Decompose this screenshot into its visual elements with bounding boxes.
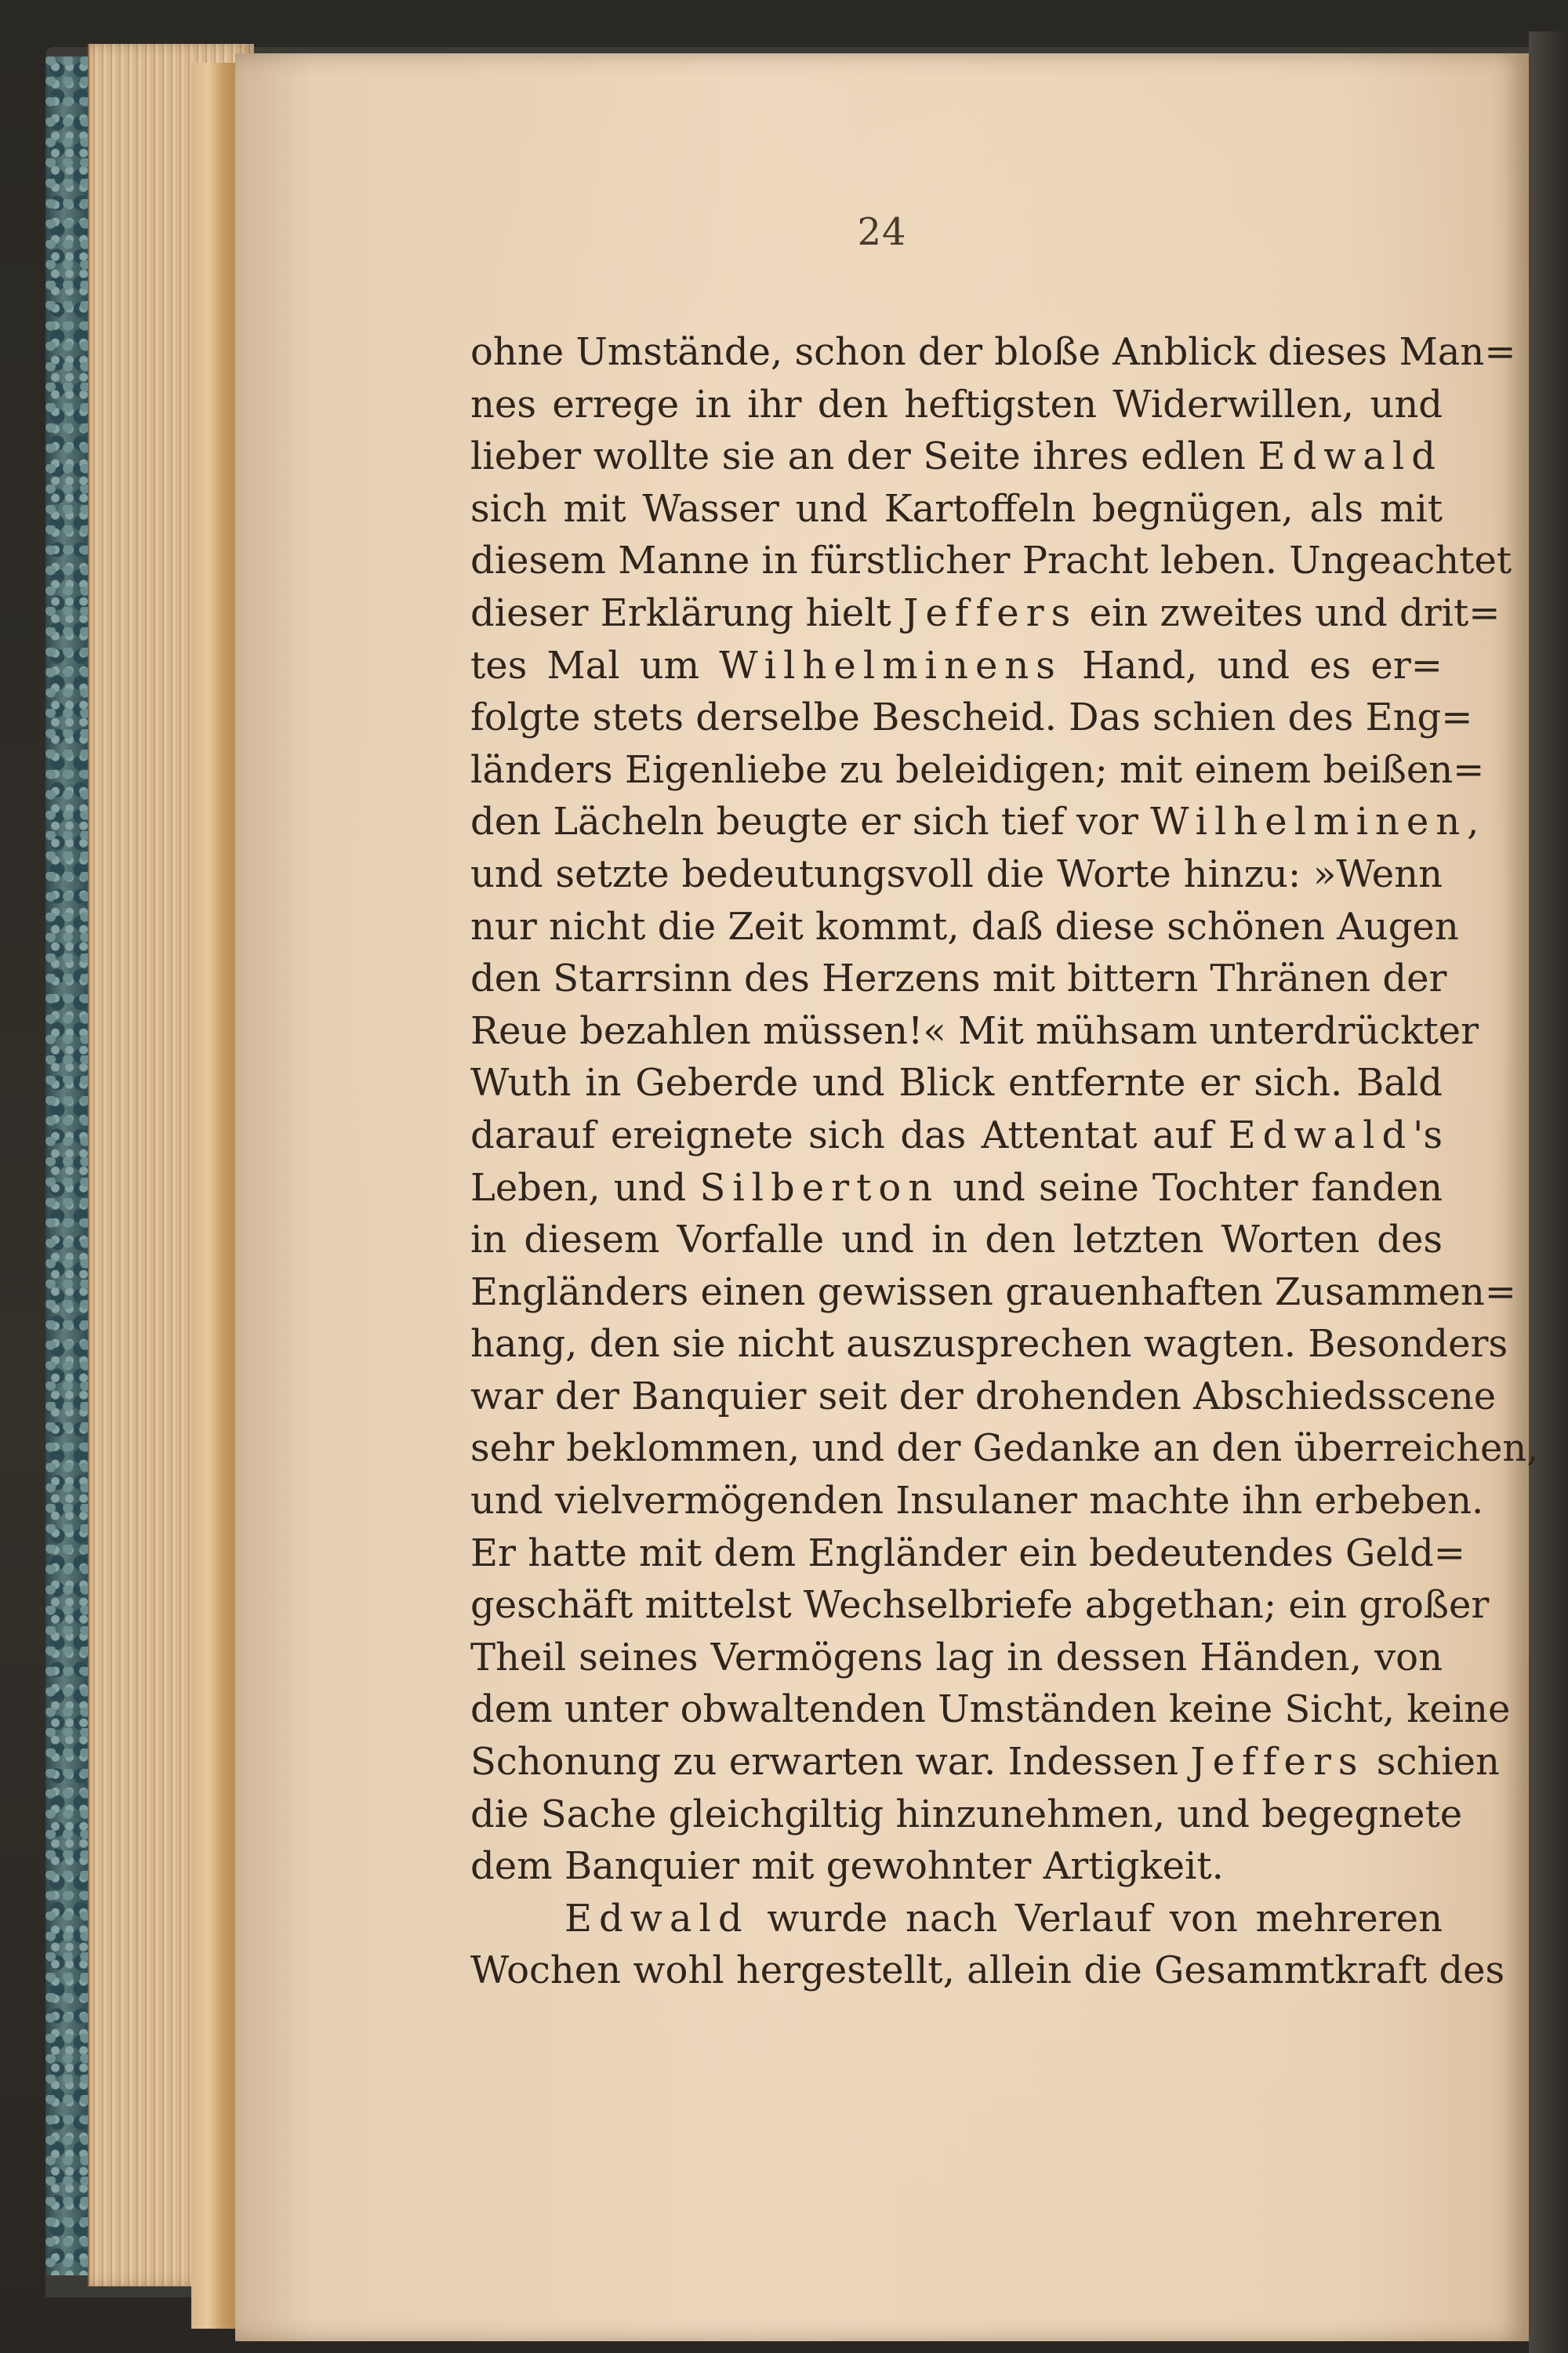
text-line: länders Eigenliebe zu beleidigen; mit einem beißen= — [470, 747, 1485, 792]
text-line: und setzte bedeutungsvoll die Worte hinzu: »Wenn — [470, 852, 1443, 896]
spaced-name: Wilhelminen — [1150, 800, 1468, 844]
text-line: Schonung zu erwarten war. Indessen Jeffers schien — [470, 1740, 1500, 1785]
text-line: diesem Manne in fürstlicher Pracht leben. Ungeachtet — [470, 539, 1512, 583]
text-line: lieber wollte sie an der Seite ihres edlen Edwald — [470, 434, 1443, 479]
text-line: in diesem Vorfalle und in den letzten Worten des — [470, 1218, 1443, 1262]
spaced-name: Jeffers — [903, 590, 1078, 635]
spaced-name: Silberton — [699, 1165, 940, 1210]
text-line: Theil seines Vermögens lag in dessen Händen, von — [470, 1635, 1443, 1679]
text-line: nes errege in ihr den heftigsten Widerwillen, und — [470, 382, 1443, 427]
text-line: dieser Erklärung hielt Jeffers ein zweites und drit= — [470, 590, 1501, 635]
text-line: Wuth in Geberde und Blick entfernte er sich. Bald — [470, 1061, 1443, 1106]
text-line: geschäft mittelst Wechselbriefe abgethan; ein großer — [470, 1583, 1490, 1628]
marbled-cover-edge — [45, 56, 93, 2275]
text-line: ohne Umstände, schon der bloße Anblick dieses Man= — [470, 330, 1516, 374]
text-line: Edwald wurde nach Verlauf von mehreren — [564, 1896, 1443, 1941]
text-line: Reue bezahlen müssen!« Mit mühsam unterdrückter — [470, 1008, 1479, 1053]
text-line: Wochen wohl hergestellt, allein die Gesammtkraft des — [470, 1948, 1505, 1993]
book-page — [235, 53, 1539, 2341]
spaced-name: Edwald — [1228, 1113, 1414, 1157]
text-line: Engländers einen gewissen grauenhaften Zusammen= — [470, 1269, 1516, 1314]
body-text — [470, 326, 1539, 1997]
text-line: und vielvermögenden Insulaner machte ihn erbeben. — [470, 1479, 1484, 1523]
text-line: folgte stets derselbe Bescheid. Das schien des Eng= — [470, 695, 1473, 740]
text-line: dem unter obwaltenden Umständen keine Sicht, keine — [470, 1687, 1511, 1732]
spaced-name: Edwald — [1258, 434, 1443, 479]
text-line: darauf ereignete sich das Attentat auf Edwald's — [470, 1113, 1443, 1157]
text-line: sehr beklommen, und der Gedanke an den überreichen, — [470, 1426, 1539, 1471]
text-line: nur nicht die Zeit kommt, daß diese schönen Augen — [470, 904, 1459, 949]
text-line: tes Mal um Wilhelminens Hand, und es er= — [470, 643, 1443, 688]
text-line: den Lächeln beugte er sich tief vor Wilhelminen, — [470, 800, 1479, 844]
text-line: Er hatte mit dem Engländer ein bedeutendes Geld= — [470, 1531, 1466, 1575]
text-line: sich mit Wasser und Kartoffeln begnügen, als mit — [470, 486, 1443, 531]
spaced-name: Edwald — [564, 1896, 750, 1941]
text-line: den Starrsinn des Herzens mit bittern Thränen der — [470, 957, 1447, 1001]
text-line: war der Banquier seit der drohenden Abschiedsscene — [470, 1374, 1497, 1418]
text-line: die Sache gleichgiltig hinzunehmen, und begegnete — [470, 1792, 1463, 1836]
text-line: hang, den sie nicht auszusprechen wagten. Besonders — [470, 1322, 1508, 1367]
text-line: Leben, und Silberton und seine Tochter fanden — [470, 1165, 1443, 1210]
spaced-name: Wilhelminens — [719, 643, 1062, 688]
page-number: 24 — [857, 210, 907, 254]
text-line: dem Banquier mit gewohnter Artigkeit. — [470, 1844, 1224, 1889]
gilt-page-edge — [191, 63, 238, 2329]
spaced-name: Jeffers — [1190, 1740, 1365, 1785]
book-spine-right — [1529, 31, 1568, 2353]
